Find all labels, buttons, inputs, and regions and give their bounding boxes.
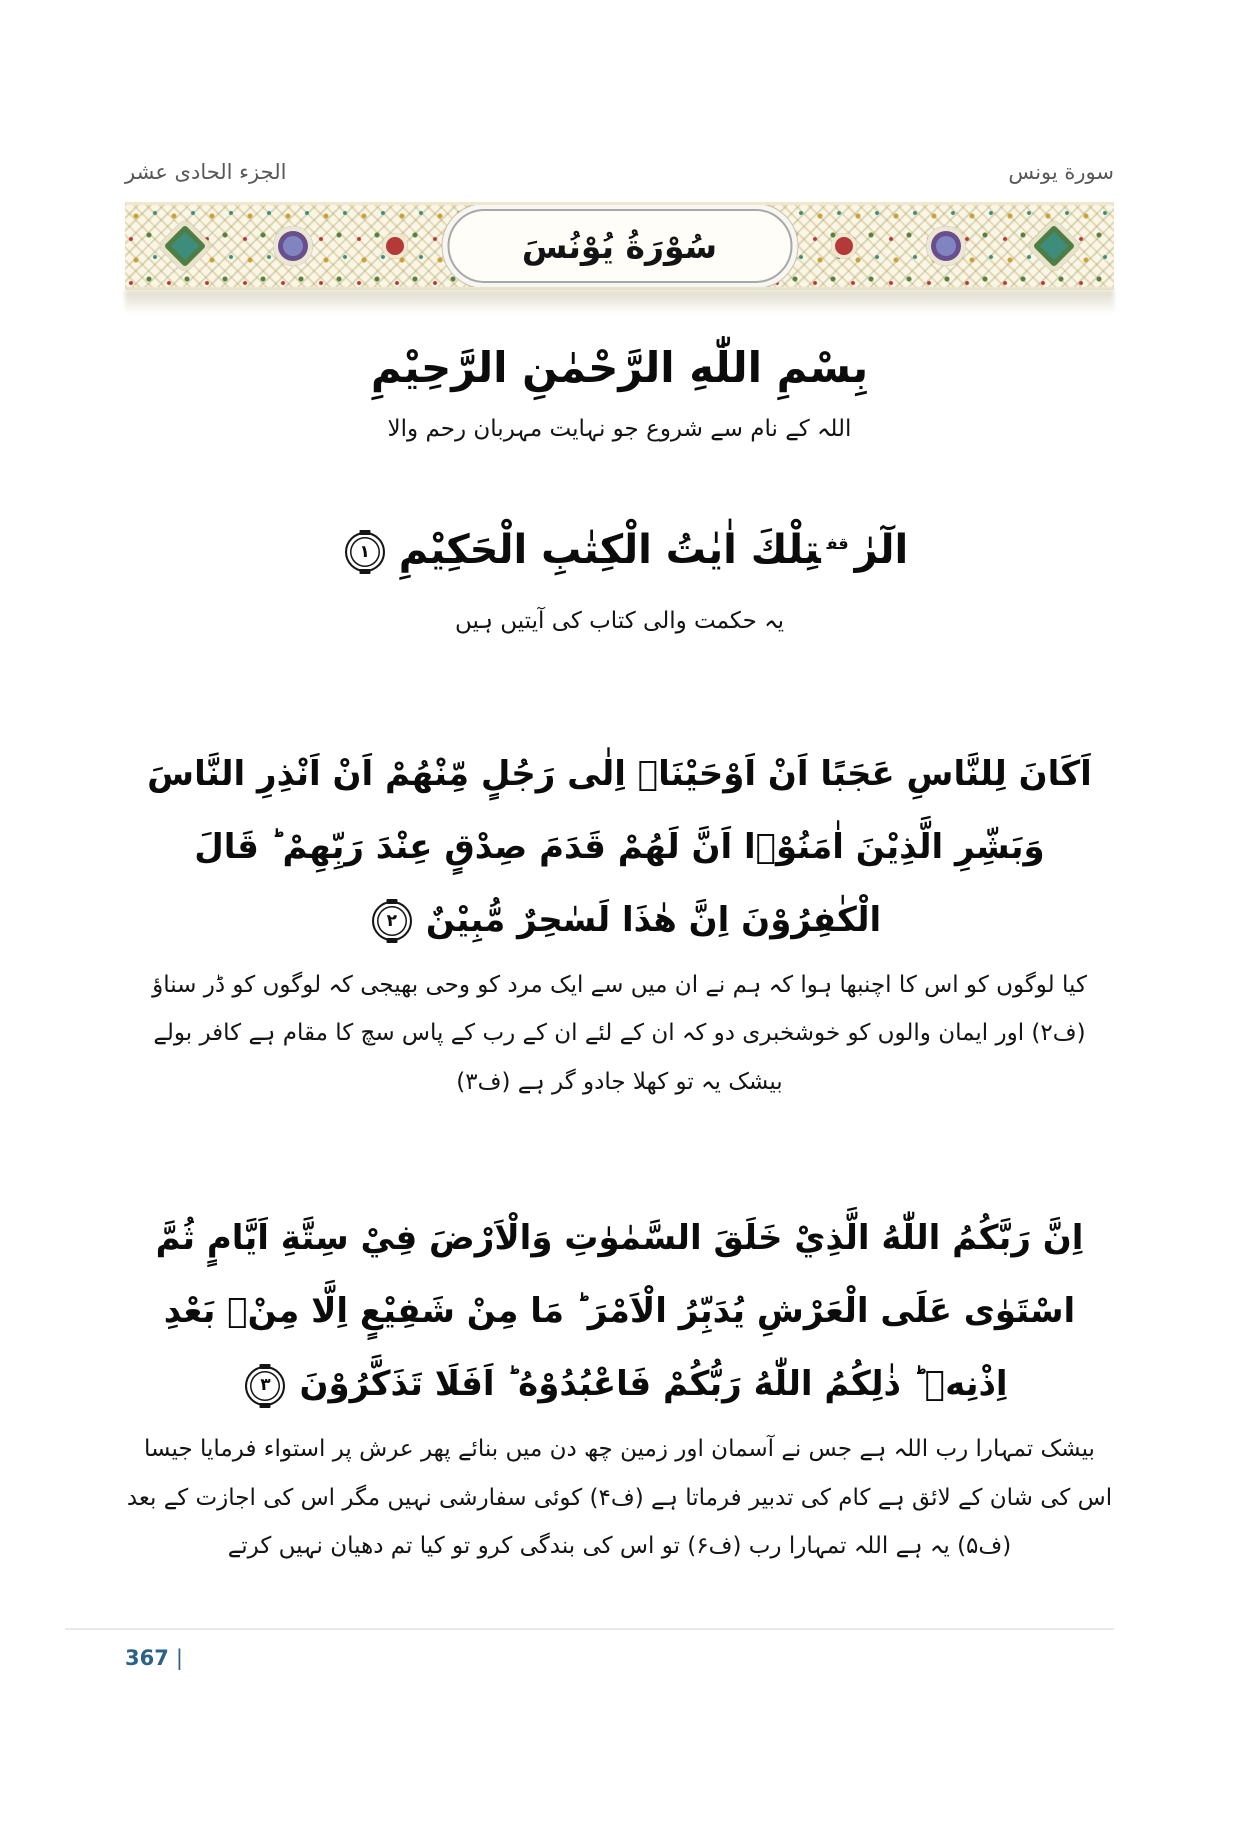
verse-3-text: اِنَّ رَبَّكُمُ اللّٰهُ الَّذِيْ خَلَقَ السَّمٰوٰتِ وَالْاَرْضَ فِيْ سِتَّةِ اَيَّامٍ ثُمَّ اسْتَوٰى عَلَى الْعَرْشِ يُدَبِّرُ الْاَمْرَ ؕ مَا مِنْ شَفِيْعٍ اِلَّا مِنْۢ بَعْدِ اِذْنِهٖ ؕ ذٰلِكُمُ اللّٰهُ رَبُّكُمْ فَاعْبُدُوْهُ ؕ اَفَلَا تَذَكَّرُوْنَ: [155, 1217, 1084, 1405]
page-number-separator: |: [175, 1646, 183, 1671]
medallion-ornament-icon: [917, 218, 974, 275]
surah-title-calligraphy: سورة يونس: [1008, 160, 1114, 184]
band-reflection: [125, 290, 1114, 314]
rosette-ornament-icon: [1026, 218, 1083, 275]
bismillah-arabic: بِسْمِ اللّٰهِ الرَّحْمٰنِ الرَّحِيْمِ: [370, 343, 869, 392]
verse-1-muqattaat: الٓرٰ: [854, 527, 909, 574]
verse-2-text: اَكَانَ لِلنَّاسِ عَجَبًا اَنْ اَوْحَيْنَاۤ اِلٰى رَجُلٍ مِّنْهُمْ اَنْ اَنْذِرِ النَّاسَ وَبَشِّرِ الَّذِيْنَ اٰمَنُوْۤا اَنَّ لَهُمْ قَدَمَ صِدْقٍ عِنْدَ رَبِّهِمْ ؕ قَالَ الْكٰفِرُوْنَ اِنَّ هٰذَا لَسٰحِرٌ مُّبِيْنٌ: [147, 753, 1092, 940]
page-number: 367: [125, 1646, 169, 1671]
verse-2-urdu-translation: کیا لوگوں کو اس کا اچنبھا ہوا کہ ہم نے ان میں سے ایک مرد کو وحی بھیجی کہ لوگوں کو ڈر سناؤ (ف۲) اور ایمان والوں کو خوشخبری دو کہ ان کے لئے ان کے رب کے پاس سچ کا مقام ہے کافر بولے بیشک یہ تو کھلا جادو گر ہے (ف۳): [152, 972, 1087, 1095]
footer-divider: [65, 1628, 1114, 1630]
verse-1-arabic: [125, 507, 1114, 593]
bismillah-urdu-translation: اللہ کے نام سے شروع جو نہایت مہربان رحم والا: [387, 416, 852, 443]
verse-1-urdu-translation: یہ حکمت والی کتاب کی آیتیں ہیں: [455, 608, 784, 635]
surah-title-text: سُوْرَةُ يُوْنُسَ: [521, 226, 718, 266]
arabesque-pattern: [125, 202, 1114, 290]
surah-title-cartouche: [447, 209, 792, 283]
verse-3-urdu-translation: بیشک تمہارا رب اللہ ہے جس نے آسمان اور زمین چھ دن میں بنائے پھر عرش پر استواء فرمایا جیسا اس کی شان کے لائق ہے کام کی تدبیر فرماتا ہے (ف۴) کوئی سفارشی نہیں مگر اس کی اجازت کے بعد (ف۵) یہ ہے اللہ تمہارا رب (ف۶) تو اس کی بندگی کرو تو کیا تم دھیان نہیں کرتے: [126, 1436, 1113, 1559]
page-header: [125, 118, 1114, 184]
verse-2-number-medallion: ٢: [372, 901, 412, 941]
medallion-ornament-icon: [265, 218, 322, 275]
verse-3-arabic: [125, 1202, 1114, 1421]
flower-ornament-icon: [377, 228, 414, 265]
verse-1-text: تِلْكَ اٰيٰتُ الْكِتٰبِ الْحَكِيْمِ: [398, 527, 821, 574]
verse-3-number-medallion: ٣: [245, 1366, 285, 1406]
rosette-ornament-icon: [156, 218, 213, 275]
verse-1-number-medallion: ١: [345, 532, 385, 572]
juz-title-calligraphy: الجزء الحادی عشر: [125, 160, 287, 184]
verse-1-stop-mark: قف: [826, 534, 849, 554]
surah-ornamental-band: [125, 202, 1114, 314]
flower-ornament-icon: [825, 228, 862, 265]
page-footer: [125, 1646, 1114, 1830]
verse-2-arabic: [125, 738, 1114, 957]
